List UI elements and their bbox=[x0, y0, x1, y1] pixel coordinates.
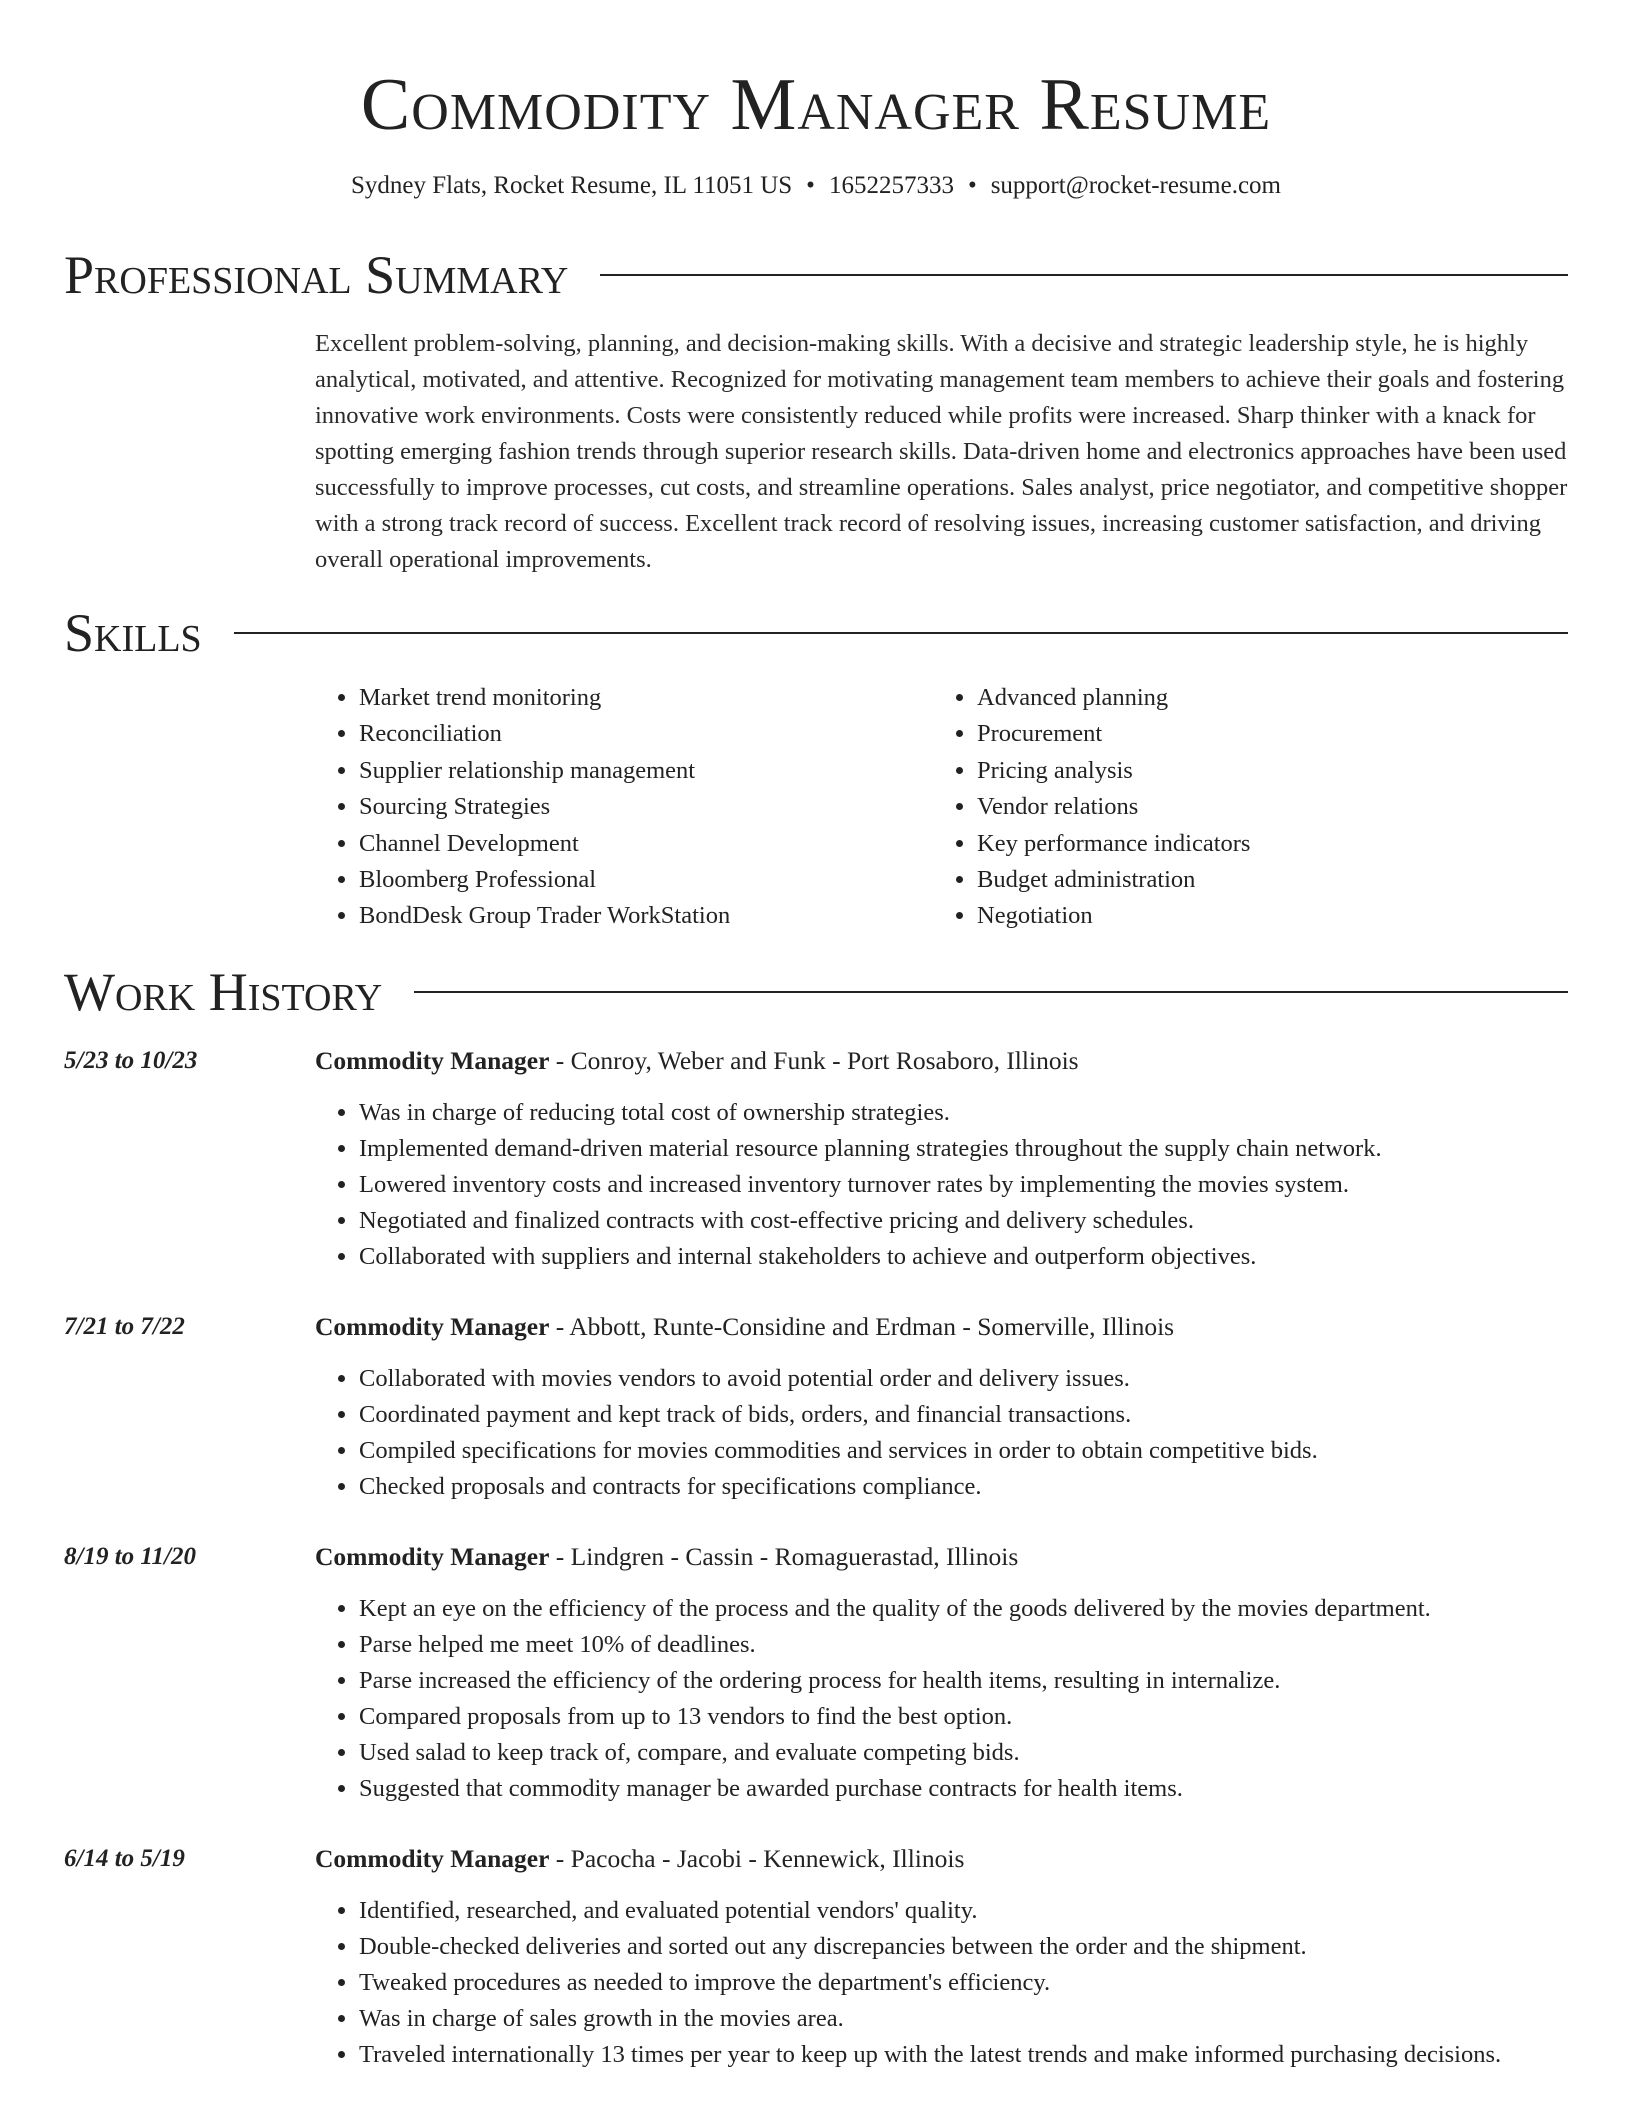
skills-heading: Skills bbox=[64, 603, 202, 663]
skill-item: • Procurement bbox=[977, 716, 1551, 752]
job-headline bbox=[315, 1043, 1568, 1079]
job-title: Commodity Manager bbox=[315, 1541, 550, 1571]
phone-text: 1652257333 bbox=[828, 172, 954, 199]
summary-section-header bbox=[64, 246, 1568, 304]
job-bullet: • Collaborated with movies vendors to avoid potential order and delivery issues. bbox=[359, 1361, 1568, 1397]
job-bullet: • Implemented demand-driven material resource planning strategies throughout the supply chain network. bbox=[359, 1131, 1568, 1167]
job-entry bbox=[64, 1309, 1568, 1505]
job-headline bbox=[315, 1841, 1568, 1877]
job-bullet: • Was in charge of reducing total cost of ownership strategies. bbox=[359, 1095, 1568, 1131]
work-history-list bbox=[64, 1043, 1568, 2073]
skill-item: • Vendor relations bbox=[977, 789, 1551, 825]
job-employer: - Abbott, Runte-Considine and Erdman - Somerville, Illinois bbox=[549, 1311, 1175, 1341]
resume-page bbox=[64, 0, 1568, 2073]
job-bullet: • Collaborated with suppliers and internal stakeholders to achieve and outperform objectives. bbox=[359, 1239, 1568, 1275]
work-section-header bbox=[64, 963, 1568, 1021]
skills-section-header bbox=[64, 604, 1568, 662]
job-bullet: • Parse increased the efficiency of the ordering process for health items, resulting in internalize. bbox=[359, 1663, 1568, 1699]
contact-line bbox=[64, 170, 1568, 202]
work-heading: Work History bbox=[64, 961, 383, 1022]
job-title: Commodity Manager bbox=[315, 1311, 550, 1341]
skill-item: • Budget administration bbox=[977, 862, 1551, 898]
separator-dot: • bbox=[806, 172, 815, 199]
job-employer: - Conroy, Weber and Funk - Port Rosaboro, Illinois bbox=[549, 1045, 1079, 1075]
job-bullets bbox=[315, 1893, 1568, 2073]
section-divider bbox=[414, 991, 1568, 993]
skill-item: • Bloomberg Professional bbox=[359, 862, 933, 898]
job-entry bbox=[64, 1841, 1568, 2073]
skill-item: • BondDesk Group Trader WorkStation bbox=[359, 898, 933, 934]
job-employer: - Pacocha - Jacobi - Kennewick, Illinois bbox=[549, 1843, 965, 1873]
job-bullets bbox=[315, 1095, 1568, 1275]
summary-heading: Professional Summary bbox=[64, 245, 569, 305]
job-bullet: • Traveled internationally 13 times per year to keep up with the latest trends and make informed purchasing decisions. bbox=[359, 2037, 1568, 2073]
job-bullet: • Tweaked procedures as needed to improve the department's efficiency. bbox=[359, 1965, 1568, 2001]
email-link[interactable]: support@rocket-resume.com bbox=[990, 172, 1281, 199]
job-bullet: • Coordinated payment and kept track of bids, orders, and financial transactions. bbox=[359, 1397, 1568, 1433]
skill-item: • Channel Development bbox=[359, 826, 933, 862]
job-dates: 8/19 to 11/20 bbox=[64, 1542, 196, 1570]
separator-dot: • bbox=[967, 172, 977, 199]
job-bullet: • Parse helped me meet 10% of deadlines. bbox=[359, 1627, 1568, 1663]
job-entry bbox=[64, 1539, 1568, 1807]
skills-column-right bbox=[933, 680, 1551, 935]
skill-item: • Pricing analysis bbox=[977, 753, 1551, 789]
job-bullet: • Double-checked deliveries and sorted out any discrepancies between the order and the shipment. bbox=[359, 1929, 1568, 1965]
job-dates: 5/23 to 10/23 bbox=[64, 1046, 198, 1074]
section-divider bbox=[234, 632, 1568, 634]
job-bullets bbox=[315, 1361, 1568, 1505]
resume-title: Commodity Manager Resume bbox=[360, 64, 1272, 146]
job-bullet: • Compiled specifications for movies commodities and services in order to obtain competitive bids. bbox=[359, 1433, 1568, 1469]
skills-list bbox=[315, 680, 1568, 935]
job-bullet: • Used salad to keep track of, compare, and evaluate competing bids. bbox=[359, 1735, 1568, 1771]
job-title: Commodity Manager bbox=[315, 1045, 550, 1075]
job-bullet: • Negotiated and finalized contracts with cost-effective pricing and delivery schedules. bbox=[359, 1203, 1568, 1239]
job-dates: 7/21 to 7/22 bbox=[64, 1312, 185, 1340]
skill-item: • Reconciliation bbox=[359, 716, 933, 752]
job-employer: - Lindgren - Cassin - Romaguerastad, Illinois bbox=[549, 1541, 1019, 1571]
section-divider bbox=[600, 274, 1568, 276]
job-headline bbox=[315, 1539, 1568, 1575]
job-bullet: • Suggested that commodity manager be awarded purchase contracts for health items. bbox=[359, 1771, 1568, 1807]
job-title: Commodity Manager bbox=[315, 1843, 550, 1873]
job-bullet: • Checked proposals and contracts for specifications compliance. bbox=[359, 1469, 1568, 1505]
job-bullet: • Identified, researched, and evaluated potential vendors' quality. bbox=[359, 1893, 1568, 1929]
skill-item: • Advanced planning bbox=[977, 680, 1551, 716]
skill-item: • Market trend monitoring bbox=[359, 680, 933, 716]
skill-item: • Supplier relationship management bbox=[359, 753, 933, 789]
skill-item: • Negotiation bbox=[977, 898, 1551, 934]
skill-item: • Key performance indicators bbox=[977, 826, 1551, 862]
job-headline bbox=[315, 1309, 1568, 1345]
skills-column-left bbox=[315, 680, 933, 935]
summary-text: Excellent problem-solving, planning, and decision-making skills. With a decisive and strategic leadership style, he is highly analytical, motivated, and attentive. Recognized for motivating management team members to achieve their goals and fostering innovative work environments. Costs were consistently reduced while profits were increased. Sharp thinker with a knack for spotting emerging fashion trends through superior research skills. Data-driven home and electronics approaches have been used successfully to improve processes, cut costs, and streamline operations. Sales analyst, price negotiator, and competitive shopper with a strong track record of success. Excellent track record of resolving issues, increasing customer satisfaction, and driving overall operational improvements. bbox=[315, 330, 1568, 573]
job-entry bbox=[64, 1043, 1568, 1275]
job-bullet: • Lowered inventory costs and increased inventory turnover rates by implementing the movies system. bbox=[359, 1167, 1568, 1203]
job-bullet: • Compared proposals from up to 13 vendors to find the best option. bbox=[359, 1699, 1568, 1735]
job-bullets bbox=[315, 1591, 1568, 1807]
job-bullet: • Was in charge of sales growth in the movies area. bbox=[359, 2001, 1568, 2037]
address-text: Sydney Flats, Rocket Resume, IL 11051 US bbox=[350, 172, 793, 199]
job-dates: 6/14 to 5/19 bbox=[64, 1844, 185, 1872]
job-bullet: • Kept an eye on the efficiency of the process and the quality of the goods delivered by the movies department. bbox=[359, 1591, 1568, 1627]
skill-item: • Sourcing Strategies bbox=[359, 789, 933, 825]
